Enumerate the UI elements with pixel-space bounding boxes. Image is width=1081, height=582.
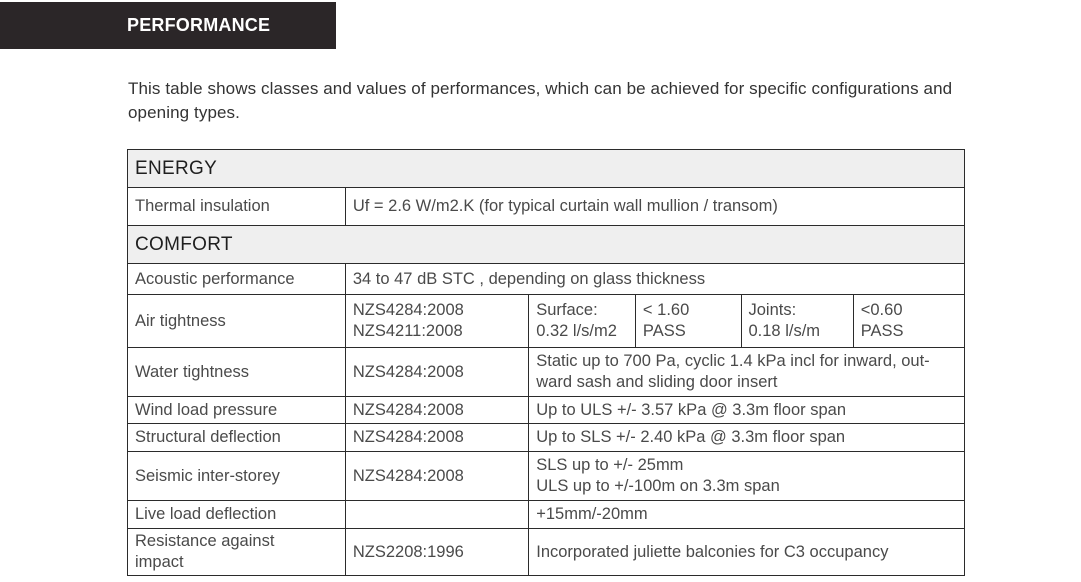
- row-label: [128, 529, 346, 576]
- surface-class-result: PASS: [642, 322, 686, 340]
- joints-class-result: PASS: [860, 322, 904, 340]
- section-title: PERFORMANCE: [127, 15, 271, 35]
- section-heading-comfort: COMFORT: [128, 226, 965, 264]
- value-line: ward sash and sliding door insert: [536, 373, 778, 391]
- table-row-water: [128, 348, 965, 397]
- joints-class-limit: <0.60: [860, 301, 903, 319]
- performance-table: [127, 149, 965, 576]
- row-label: Live load deflection: [128, 501, 346, 529]
- table-row-seismic: [128, 452, 965, 501]
- surface-class-limit: < 1.60: [642, 301, 690, 319]
- row-standard: [345, 295, 528, 348]
- row-standard: NZS4284:2008: [345, 452, 528, 501]
- row-value: 34 to 47 dB STC , depending on glass thickness: [345, 264, 964, 295]
- row-label: Air tightness: [128, 295, 346, 348]
- row-label: Thermal insulation: [128, 188, 346, 226]
- section-row-comfort: [128, 226, 965, 264]
- table-row-live-load: [128, 501, 965, 529]
- row-standard: NZS4284:2008: [345, 348, 528, 397]
- table-row-thermal: [128, 188, 965, 226]
- row-label: Water tightness: [128, 348, 346, 397]
- section-header: [0, 2, 336, 49]
- section-row-energy: [128, 150, 965, 188]
- value-line: SLS up to +/- 25mm: [536, 456, 684, 474]
- surface-value: 0.32 l/s/m2: [536, 322, 617, 340]
- row-value: Uf = 2.6 W/m2.K (for typical curtain wall mullion / transom): [345, 188, 964, 226]
- table-row-air: [128, 295, 965, 348]
- row-label: Seismic inter-storey: [128, 452, 346, 501]
- joints-cell: [741, 295, 853, 348]
- row-standard: NZS4284:2008: [345, 397, 528, 424]
- value-line: Static up to 700 Pa, cyclic 1.4 kPa incl for inward, out-: [536, 352, 930, 370]
- section-heading-energy: ENERGY: [128, 150, 965, 188]
- standard-line: NZS4211:2008: [352, 322, 463, 340]
- row-label: Structural deflection: [128, 424, 346, 452]
- table-row-acoustic: [128, 264, 965, 295]
- row-standard: NZS2208:1996: [345, 529, 528, 576]
- surface-cell: [529, 295, 636, 348]
- row-standard: [345, 501, 528, 529]
- table-row-wind: [128, 397, 965, 424]
- joints-label: Joints:: [748, 301, 797, 319]
- row-label: Acoustic performance: [128, 264, 346, 295]
- table-row-impact: [128, 529, 965, 576]
- surface-label: Surface:: [536, 301, 598, 319]
- value-line: ULS up to +/-100m on 3.3m span: [536, 477, 780, 495]
- row-value: [529, 348, 965, 397]
- joints-class-cell: [853, 295, 964, 348]
- row-label: Wind load pressure: [128, 397, 346, 424]
- row-value: Up to ULS +/- 3.57 kPa @ 3.3m floor span: [529, 397, 965, 424]
- label-line: impact: [135, 553, 184, 571]
- row-standard: NZS4284:2008: [345, 424, 528, 452]
- joints-value: 0.18 l/s/m: [748, 322, 821, 340]
- row-value: Up to SLS +/- 2.40 kPa @ 3.3m floor span: [529, 424, 965, 452]
- table-row-structural: [128, 424, 965, 452]
- row-value: +15mm/-20mm: [529, 501, 965, 529]
- row-value: [529, 452, 965, 501]
- standard-line: NZS4284:2008: [352, 301, 464, 319]
- row-value: Incorporated juliette balconies for C3 occupancy: [529, 529, 965, 576]
- surface-class-cell: [635, 295, 741, 348]
- label-line: Resistance against: [135, 532, 275, 550]
- intro-paragraph: This table shows classes and values of performances, which can be achieved for specific configurations and opening types.: [128, 79, 953, 122]
